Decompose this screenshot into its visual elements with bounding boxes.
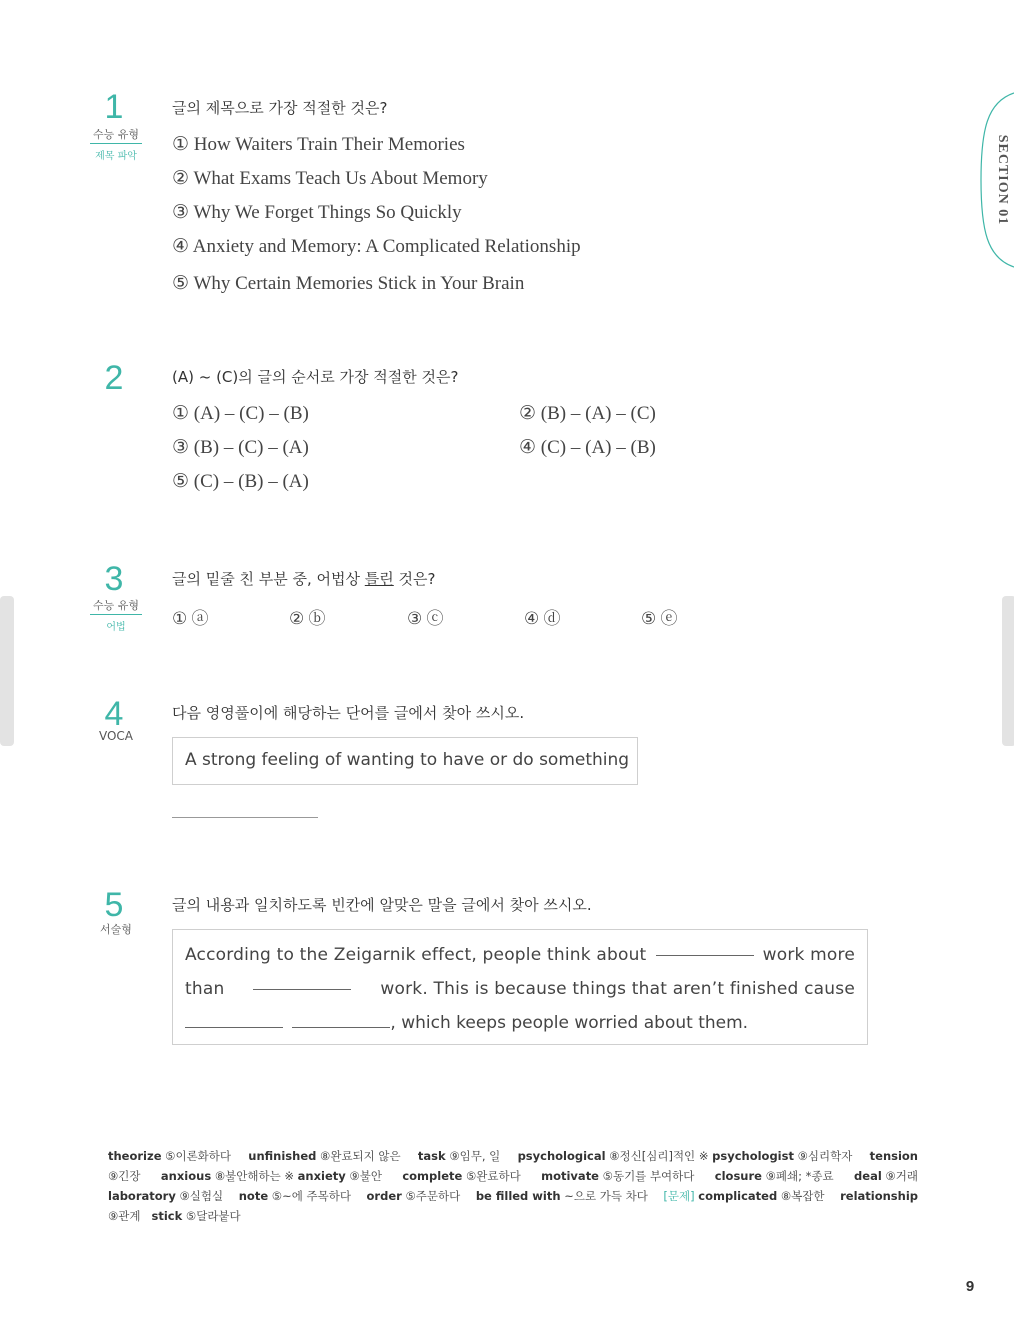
- question-4-stem: 다음 영영풀이에 해당하는 단어를 글에서 찾아 쓰시오.: [172, 704, 525, 722]
- vocab-word: anxious: [160, 1169, 212, 1183]
- vocab-item: [715, 1166, 834, 1186]
- vocab-word: psychological: [517, 1149, 606, 1163]
- vocab-item: [239, 1186, 351, 1206]
- vocab-word: relationship: [840, 1189, 918, 1203]
- vocab-word: note: [238, 1189, 269, 1203]
- question-3-option-2[interactable]: ② ⓑ: [289, 609, 326, 628]
- vocab-word: order: [366, 1189, 402, 1203]
- vocab-item: [476, 1186, 648, 1206]
- question-5-blank-4[interactable]: [292, 1010, 390, 1028]
- vocabulary-line-3: [108, 1186, 918, 1206]
- vocab-item: [870, 1146, 918, 1166]
- vocab-meaning: ⑤달라붙다: [185, 1209, 241, 1223]
- question-3-stem-underlined: 틀린: [364, 570, 394, 588]
- vocab-item: [854, 1166, 918, 1186]
- vocab-item: [108, 1186, 223, 1206]
- right-side-tab: [1002, 596, 1014, 746]
- vocab-meaning: ⑨임무, 일: [449, 1149, 501, 1163]
- vocab-item: [161, 1166, 382, 1186]
- question-5-line-1: [185, 938, 855, 972]
- vocab-item: [367, 1186, 461, 1206]
- vocab-meaning: ⑤동기를 부여하다: [602, 1169, 695, 1183]
- vocab-word: theorize: [108, 1149, 162, 1163]
- question-5-blank-1[interactable]: [656, 938, 754, 956]
- vocab-meaning: ⑤~에 주목하다: [271, 1189, 351, 1203]
- left-side-tab: [0, 596, 14, 746]
- vocab-word: laboratory: [108, 1189, 176, 1203]
- question-4-definition-box: [172, 737, 638, 785]
- question-5-blank-3[interactable]: [185, 1010, 283, 1028]
- vocab-item: [518, 1146, 853, 1166]
- vocab-item: [663, 1186, 824, 1206]
- question-5-blank-2[interactable]: [253, 972, 351, 990]
- vocabulary-line-2: [108, 1166, 918, 1186]
- vocab-item: [108, 1146, 231, 1166]
- vocabulary-line-4: [108, 1206, 918, 1226]
- vocab-item: [541, 1166, 694, 1186]
- vocab-item: [418, 1146, 500, 1166]
- question-1-number: 1: [104, 88, 124, 126]
- vocab-word: closure: [714, 1169, 762, 1183]
- vocab-meaning: ⑨실험실: [179, 1189, 224, 1203]
- question-2-stem: (A) ~ (C)의 글의 순서로 가장 적절한 것은?: [172, 368, 459, 386]
- question-3-option-4[interactable]: ④ ⓓ: [524, 609, 561, 628]
- question-3-tag-divider: [90, 614, 142, 615]
- vocab-meaning: ⑤완료하다: [465, 1169, 521, 1183]
- vocab-word: task: [417, 1149, 446, 1163]
- vocab-word: unfinished: [248, 1149, 317, 1163]
- question-5-line-2-a: than: [185, 979, 225, 999]
- question-5-line-3-b: , which keeps people worried about them.: [390, 1013, 749, 1033]
- question-2-option-4[interactable]: ④ (C) – (A) – (B): [519, 437, 656, 458]
- vocab-meaning: ⑤주문하다: [405, 1189, 461, 1203]
- vocab-word: psychologist: [712, 1149, 794, 1163]
- vocab-word: be filled with: [475, 1189, 561, 1203]
- question-5-summary-box: [172, 929, 868, 1045]
- vocab-item: [402, 1166, 520, 1186]
- section-tab-label: SECTION 01: [995, 134, 1010, 226]
- vocab-word: motivate: [541, 1169, 599, 1183]
- question-2-option-1[interactable]: ① (A) – (C) – (B): [172, 403, 309, 424]
- vocab-meaning: ⑨관계: [108, 1209, 141, 1223]
- question-1-subtag: 제목 파악: [95, 151, 137, 162]
- question-2-number: 2: [104, 359, 124, 397]
- page-number: 9: [965, 1278, 975, 1295]
- vocab-word: anxiety: [297, 1169, 346, 1183]
- question-1-option-5[interactable]: ⑤ Why Certain Memories Stick in Your Brain: [172, 273, 525, 294]
- vocab-meaning: ⑨긴장: [108, 1169, 141, 1183]
- vocab-word: stick: [151, 1209, 183, 1223]
- question-1-stem: 글의 제목으로 가장 적절한 것은?: [172, 99, 388, 117]
- question-5-number: 5: [104, 886, 124, 924]
- question-1-option-2[interactable]: ② What Exams Teach Us About Memory: [172, 168, 488, 189]
- vocab-meaning: ~으로 가득 차다: [564, 1189, 648, 1203]
- question-3-option-5[interactable]: ⑤ ⓔ: [641, 609, 678, 628]
- vocab-word: tension: [869, 1149, 918, 1163]
- question-2-option-5[interactable]: ⑤ (C) – (B) – (A): [172, 471, 309, 492]
- question-5-stem: 글의 내용과 일치하도록 빈칸에 알맞은 말을 글에서 찾아 쓰시오.: [172, 896, 592, 914]
- vocab-word: deal: [854, 1169, 882, 1183]
- question-1-type-tag: 수능 유형: [92, 128, 139, 141]
- question-3-type-tag: 수능 유형: [92, 599, 139, 612]
- question-1-tag-divider: [90, 143, 142, 144]
- question-4-voca-tag: VOCA: [98, 729, 134, 743]
- question-3-option-1[interactable]: ① ⓐ: [172, 609, 209, 628]
- question-3-number: 3: [104, 560, 124, 598]
- question-3-subtag: 어법: [106, 622, 126, 633]
- vocab-item: [152, 1209, 241, 1223]
- question-4-definition: A strong feeling of wanting to have or do something: [185, 750, 630, 770]
- vocabulary-list: [108, 1146, 918, 1226]
- question-5-type-tag: 서술형: [100, 923, 132, 936]
- question-5-line-3: [185, 1006, 855, 1040]
- question-2-option-2[interactable]: ② (B) – (A) – (C): [519, 403, 656, 424]
- vocab-meaning: ⑨폐쇄; *종료: [765, 1169, 834, 1183]
- vocab-meaning: ⑧복잡한: [780, 1189, 825, 1203]
- vocab-meaning: ⑨거래: [885, 1169, 918, 1183]
- question-3-stem-before: 글의 밑줄 친 부분 중, 어법상: [172, 570, 365, 588]
- question-1-option-3[interactable]: ③ Why We Forget Things So Quickly: [172, 202, 462, 223]
- question-4-number: 4: [104, 695, 124, 733]
- vocab-meaning: ⑤이론화하다: [165, 1149, 232, 1163]
- vocab-word: complete: [402, 1169, 463, 1183]
- question-3-option-3[interactable]: ③ ⓒ: [407, 609, 444, 628]
- vocab-meaning: ⑧정신[심리]적인 ※: [609, 1149, 709, 1163]
- question-3-stem: [172, 568, 435, 589]
- vocab-meaning: ⑨심리학자: [797, 1149, 853, 1163]
- question-5-line-1-b: work more: [762, 945, 855, 965]
- vocab-meaning: ⑧완료되지 않은: [320, 1149, 401, 1163]
- vocab-meaning: ⑧불안해하는 ※: [214, 1169, 294, 1183]
- question-5-line-2: [185, 972, 855, 1006]
- question-5-line-1-a: According to the Zeigarnik effect, people think about: [185, 945, 647, 965]
- question-3-stem-after: 것은?: [393, 570, 436, 588]
- vocab-word: complicated: [698, 1189, 778, 1203]
- vocab-item: [840, 1186, 918, 1206]
- question-1-option-4[interactable]: ④ Anxiety and Memory: A Complicated Relationship: [172, 236, 581, 257]
- question-2-option-3[interactable]: ③ (B) – (C) – (A): [172, 437, 309, 458]
- question-1-option-1[interactable]: ① How Waiters Train Their Memories: [172, 134, 465, 155]
- vocab-meaning: ⑨불안: [349, 1169, 382, 1183]
- question-5-line-2-b: work. This is because things that aren’t finished cause: [380, 979, 855, 999]
- vocab-problem-tag: [문제]: [663, 1189, 695, 1203]
- vocab-item: [248, 1146, 400, 1166]
- vocabulary-line-1: [108, 1146, 918, 1166]
- question-4-answer-line[interactable]: [172, 817, 318, 818]
